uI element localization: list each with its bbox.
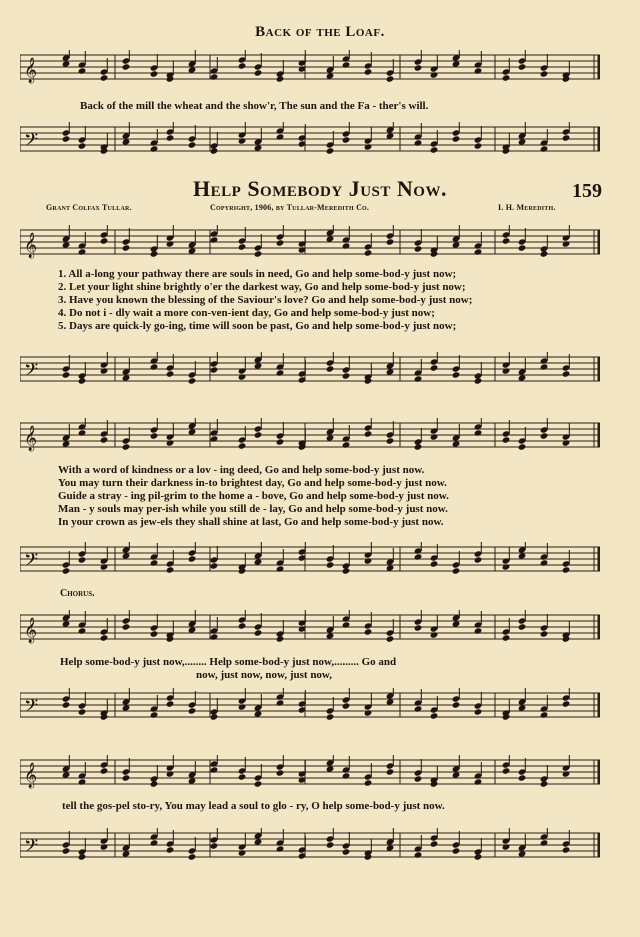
note-head <box>562 240 571 247</box>
note-head <box>78 248 87 255</box>
chorus-line-1: Help some-bod-y just now,........ Help some-bod-y just now,......... Go and <box>60 656 397 668</box>
note-head <box>150 432 159 439</box>
note-head <box>518 63 527 70</box>
note-head <box>430 71 439 78</box>
note-head <box>414 443 423 450</box>
note-head <box>100 843 109 850</box>
note-head <box>430 840 439 847</box>
clef-icon: 𝄞 <box>24 58 38 83</box>
note-head <box>540 559 549 566</box>
note-head <box>276 565 285 572</box>
note-head <box>276 133 285 140</box>
note-head <box>474 142 483 149</box>
note-head <box>414 553 423 560</box>
note-head <box>238 773 247 780</box>
note-head <box>430 712 439 719</box>
note-head <box>364 68 373 75</box>
note-head <box>150 839 159 846</box>
note-head <box>326 561 335 568</box>
note-head <box>540 363 549 370</box>
note-head <box>62 567 71 574</box>
note-head <box>254 250 263 257</box>
note-head <box>78 627 87 634</box>
staff-lines <box>20 542 600 576</box>
note-head <box>78 853 87 860</box>
note-head <box>540 145 549 152</box>
note-head <box>254 431 263 438</box>
composer-credit: I. H. Meredith. <box>498 203 556 212</box>
clef-icon: 𝄞 <box>24 426 38 451</box>
note-head <box>452 567 461 574</box>
note-head <box>364 557 373 564</box>
note-head <box>540 630 549 637</box>
note-head <box>430 560 439 567</box>
note-head <box>78 67 87 74</box>
note-head <box>210 366 219 373</box>
staff-lines <box>20 225 600 259</box>
note-head <box>540 839 549 846</box>
note-head <box>100 436 109 443</box>
note-head <box>238 442 247 449</box>
note-head <box>518 774 527 781</box>
verse-line: In your crown as jew-els they shall shine at last, Go and help some-bod-y just now. <box>58 516 444 528</box>
note-head <box>364 628 373 635</box>
note-head <box>210 236 219 243</box>
note-head <box>150 70 159 77</box>
note-head <box>276 75 285 82</box>
note-head <box>78 429 87 436</box>
note-head <box>342 848 351 855</box>
note-head <box>342 702 351 709</box>
chorus-line-2: tell the gos-pel sto-ry, You may lead a soul to glo - ry, O help some-bod-y just now. <box>62 800 445 812</box>
note-head <box>100 767 109 774</box>
note-head <box>238 703 247 710</box>
staff-treble-3 <box>20 418 600 452</box>
note-head <box>430 364 439 371</box>
note-head <box>474 556 483 563</box>
verse-line: 2. Let your light shine brightly o'er the darkest way, Go and help some-bod-y just now; <box>58 281 466 293</box>
note-head <box>150 780 159 787</box>
note-head <box>386 75 395 82</box>
staff-lines <box>20 418 600 452</box>
staff-lines <box>20 352 600 386</box>
note-head <box>342 136 351 143</box>
note-head <box>62 135 71 142</box>
note-head <box>430 433 439 440</box>
note-head <box>276 845 285 852</box>
clef-icon: 𝄢 <box>24 130 39 155</box>
note-head <box>276 239 285 246</box>
note-head <box>100 237 109 244</box>
note-head <box>562 770 571 777</box>
staff-treble-2 <box>20 225 600 259</box>
note-head <box>502 74 511 81</box>
note-head <box>188 377 197 384</box>
note-head <box>210 766 219 773</box>
clef-icon: 𝄢 <box>24 550 39 575</box>
verse-line: With a word of kindness or a lov - ing deed, Go and help some-bod-y just now. <box>58 464 425 476</box>
note-head <box>562 134 571 141</box>
staff-bass-2 <box>20 352 600 386</box>
note-head <box>452 701 461 708</box>
note-head <box>342 372 351 379</box>
note-head <box>414 375 423 382</box>
note-head <box>518 244 527 251</box>
note-head <box>342 242 351 249</box>
note-head <box>414 775 423 782</box>
note-head <box>364 249 373 256</box>
note-head <box>502 767 511 774</box>
note-head <box>238 62 247 69</box>
note-head <box>166 370 175 377</box>
note-head <box>386 437 395 444</box>
note-head <box>474 853 483 860</box>
note-head <box>326 147 335 154</box>
note-head <box>474 67 483 74</box>
note-head <box>166 846 175 853</box>
note-head <box>276 438 285 445</box>
note-head <box>414 624 423 631</box>
note-head <box>166 566 175 573</box>
note-head <box>210 73 219 80</box>
note-head <box>518 623 527 630</box>
verse-line: 3. Have you known the blessing of the Saviour's love? Go and help some-bod-y just now; <box>58 294 473 306</box>
note-head <box>188 853 197 860</box>
clef-icon: 𝄢 <box>24 360 39 385</box>
note-head <box>452 371 461 378</box>
clef-icon: 𝄢 <box>24 696 39 721</box>
note-head <box>238 373 247 380</box>
top-hymn-title: Back of the Loaf. <box>255 24 385 40</box>
note-head <box>188 707 197 714</box>
note-head <box>150 250 159 257</box>
note-head <box>502 436 511 443</box>
note-head <box>188 555 197 562</box>
note-head <box>540 250 549 257</box>
staff-treble-1 <box>20 50 600 84</box>
note-head <box>150 363 159 370</box>
note-head <box>210 842 219 849</box>
note-head <box>62 371 71 378</box>
note-head <box>474 248 483 255</box>
note-head <box>386 635 395 642</box>
note-head <box>254 69 263 76</box>
note-head <box>62 701 71 708</box>
note-head <box>100 563 109 570</box>
note-head <box>78 377 87 384</box>
note-head <box>150 145 159 152</box>
note-head <box>100 634 109 641</box>
note-head <box>342 61 351 68</box>
note-head <box>540 432 549 439</box>
note-head <box>414 705 423 712</box>
staff-treble-5 <box>20 755 600 789</box>
note-head <box>78 708 87 715</box>
note-head <box>210 562 219 569</box>
note-head <box>326 841 335 848</box>
staff-lines <box>20 610 600 644</box>
note-head <box>166 770 175 777</box>
note-head <box>452 135 461 142</box>
note-head <box>386 238 395 245</box>
staff-lines <box>20 755 600 789</box>
note-head <box>364 709 373 716</box>
verse-line: Guide a stray - ing pil-grim to the home a - bove, Go and help some-bod-y just now. <box>58 490 449 502</box>
note-head <box>150 559 159 566</box>
note-head <box>474 778 483 785</box>
note-head <box>166 134 175 141</box>
note-head <box>562 370 571 377</box>
note-head <box>540 711 549 718</box>
note-head <box>364 779 373 786</box>
note-head <box>502 237 511 244</box>
copyright-notice: Copyright, 1906, by Tullar-Meredith Co. <box>210 203 370 212</box>
note-head <box>122 244 131 251</box>
verse-line: Man - y souls may per-ish while you still de - lay, Go and help some-bod-y just now. <box>58 503 448 515</box>
note-head <box>502 563 511 570</box>
note-head <box>166 240 175 247</box>
note-head <box>364 143 373 150</box>
verse-line: 5. Days are quick-ly go-ing, time will soon be past, Go and help some-bod-y just now; <box>58 320 457 332</box>
note-head <box>562 700 571 707</box>
note-head <box>166 439 175 446</box>
note-head <box>386 768 395 775</box>
note-head <box>562 566 571 573</box>
note-head <box>210 435 219 442</box>
staff-treble-4 <box>20 610 600 644</box>
note-head <box>474 708 483 715</box>
note-head <box>474 377 483 384</box>
verse-line: 1. All a-long your pathway there are souls in need, Go and help some-bod-y just now; <box>58 268 457 280</box>
note-head <box>518 443 527 450</box>
note-head <box>238 137 247 144</box>
lyricist-credit: Grant Colfax Tullar. <box>46 203 132 212</box>
note-head <box>414 64 423 71</box>
note-head <box>122 443 131 450</box>
note-head <box>150 630 159 637</box>
note-head <box>122 63 131 70</box>
clef-icon: 𝄞 <box>24 618 38 643</box>
note-head <box>210 633 219 640</box>
hymn-number: 159 <box>572 180 602 202</box>
clef-icon: 𝄢 <box>24 836 39 861</box>
note-head <box>254 780 263 787</box>
note-head <box>276 369 285 376</box>
note-head <box>210 147 219 154</box>
staff-bass-5 <box>20 828 600 862</box>
chorus-label: Chorus. <box>60 588 95 599</box>
note-head <box>474 429 483 436</box>
note-head <box>276 769 285 776</box>
hymn-title: Help Somebody Just Now. <box>193 176 447 201</box>
chorus-line-1-bass: now, just now, now, just now, <box>196 669 333 681</box>
top-hymn-lyric: Back of the mill the wheat and the show'r, The sun and the Fa - ther's will. <box>80 100 429 112</box>
note-head <box>166 700 175 707</box>
note-head <box>342 772 351 779</box>
note-head <box>502 367 511 374</box>
note-head <box>210 713 219 720</box>
staff-lines <box>20 50 600 84</box>
note-head <box>78 556 87 563</box>
verse-line: 4. Do not i - dly wait a more con-ven-ient day, Go and help some-bod-y just now; <box>58 307 435 319</box>
note-head <box>122 774 131 781</box>
note-head <box>100 74 109 81</box>
staff-bass-1 <box>20 122 600 156</box>
clef-icon: 𝄞 <box>24 233 38 258</box>
note-head <box>238 622 247 629</box>
staff-bass-3 <box>20 542 600 576</box>
note-head <box>188 141 197 148</box>
note-head <box>364 430 373 437</box>
note-head <box>78 778 87 785</box>
staff-lines <box>20 828 600 862</box>
note-head <box>326 713 335 720</box>
note-head <box>150 711 159 718</box>
note-head <box>540 780 549 787</box>
note-head <box>342 567 351 574</box>
note-head <box>452 847 461 854</box>
note-head <box>342 621 351 628</box>
note-head <box>430 631 439 638</box>
note-head <box>562 439 571 446</box>
staff-lines <box>20 688 600 722</box>
verse-line: You may turn their darkness in-to brightest day, Go and help some-bod-y just now. <box>58 477 447 489</box>
clef-icon: 𝄞 <box>24 763 38 788</box>
note-head <box>62 847 71 854</box>
staff-bass-4 <box>20 688 600 722</box>
note-head <box>540 70 549 77</box>
note-head <box>562 846 571 853</box>
note-head <box>276 635 285 642</box>
note-head <box>502 634 511 641</box>
note-head <box>430 146 439 153</box>
note-head <box>122 623 131 630</box>
note-head <box>414 245 423 252</box>
note-head <box>502 843 511 850</box>
note-head <box>342 441 351 448</box>
note-head <box>238 243 247 250</box>
note-head <box>238 849 247 856</box>
note-head <box>100 367 109 374</box>
note-head <box>474 627 483 634</box>
note-head <box>276 699 285 706</box>
note-head <box>326 365 335 372</box>
note-head <box>414 851 423 858</box>
note-head <box>78 142 87 149</box>
staff-lines <box>20 122 600 156</box>
note-head <box>254 629 263 636</box>
note-head <box>414 139 423 146</box>
